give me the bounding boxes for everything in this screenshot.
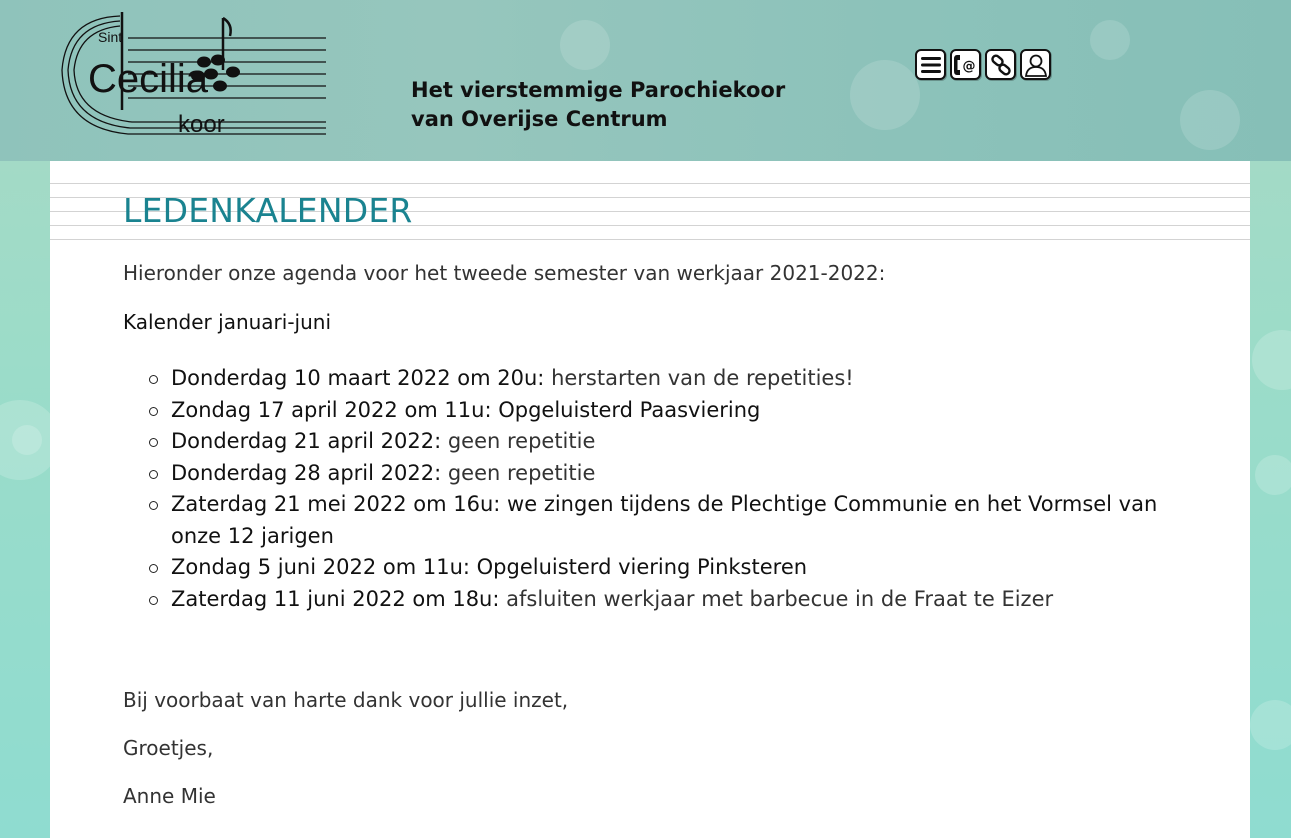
- event-description: geen repetitie: [441, 460, 596, 485]
- event-date: Zondag 5 juni 2022 om 11u:: [171, 555, 470, 579]
- list-item: [171, 395, 1181, 427]
- event-date: Donderdag 28 april 2022:: [171, 460, 442, 485]
- event-description: Opgeluisterd viering Pinksteren: [469, 555, 808, 579]
- intro-text: Hieronder onze agenda voor het tweede semester van werkjaar 2021-2022:: [123, 261, 886, 285]
- page-title: LEDENKALENDER: [123, 191, 413, 230]
- event-date: Zaterdag 21 mei 2022 om 16u:: [171, 492, 501, 516]
- list-item: [171, 552, 1181, 584]
- logo-graphic: [58, 10, 330, 138]
- closing-greeting: Groetjes,: [123, 736, 214, 760]
- event-list: [171, 363, 1181, 615]
- contact-icon: [953, 52, 979, 78]
- logo-text-cecilia: Cecilia: [88, 57, 209, 101]
- background-bokeh: [1250, 700, 1291, 750]
- links-button[interactable]: [985, 49, 1016, 80]
- signature: Anne Mie: [123, 784, 216, 808]
- event-description: geen repetitie: [441, 429, 596, 453]
- logo-text-koor: koor: [178, 111, 225, 138]
- event-date: Donderdag 21 april 2022:: [171, 429, 442, 453]
- login-button[interactable]: [1020, 49, 1051, 80]
- menu-button[interactable]: [915, 49, 946, 80]
- staff-line: [50, 183, 1250, 184]
- header-bokeh: [1090, 20, 1130, 60]
- staff-line: [50, 239, 1250, 240]
- site-header: [0, 0, 1291, 161]
- list-item: [171, 363, 1181, 395]
- event-description: we zingen tijdens de Plechtige Communie en het Vormsel van onze 12 jarigen: [171, 492, 1158, 548]
- user-icon: [1025, 53, 1047, 77]
- tagline-line-1: Het vierstemmige Parochiekoor: [411, 78, 786, 102]
- site-logo[interactable]: [58, 10, 330, 138]
- logo-text-sint: Sint: [98, 29, 123, 45]
- background-bokeh: [1252, 330, 1291, 390]
- event-description: afsluiten werkjaar met barbecue in de Fraat te Eizer: [499, 586, 1054, 611]
- event-description: herstarten van de repetities!: [544, 366, 854, 390]
- event-date: Zaterdag 11 juni 2022 om 18u:: [171, 586, 500, 611]
- header-bokeh: [850, 60, 920, 130]
- list-item: [171, 584, 1181, 616]
- main-content: [50, 161, 1250, 838]
- event-description: Opgeluisterd Paasviering: [491, 397, 761, 422]
- header-bokeh: [560, 20, 610, 70]
- tagline-line-2: van Overijse Centrum: [411, 107, 668, 131]
- list-item: [171, 458, 1181, 490]
- header-icon-nav: [915, 49, 1051, 80]
- site-tagline: [411, 76, 785, 134]
- event-date: Donderdag 10 maart 2022 om 20u:: [171, 366, 545, 390]
- calendar-subheading: Kalender januari-juni: [123, 310, 332, 334]
- background-bokeh: [12, 425, 42, 455]
- list-item: [171, 426, 1181, 458]
- contact-button[interactable]: [950, 49, 981, 80]
- links-icon: [990, 54, 1012, 76]
- closing-thanks: Bij voorbaat van harte dank voor jullie inzet,: [123, 688, 569, 712]
- background-bokeh: [1255, 455, 1291, 495]
- menu-icon: [921, 56, 941, 74]
- svg-text:@: @: [962, 58, 975, 74]
- header-bokeh: [1180, 90, 1240, 150]
- list-item: [171, 489, 1181, 552]
- event-date: Zondag 17 april 2022 om 11u:: [171, 397, 492, 422]
